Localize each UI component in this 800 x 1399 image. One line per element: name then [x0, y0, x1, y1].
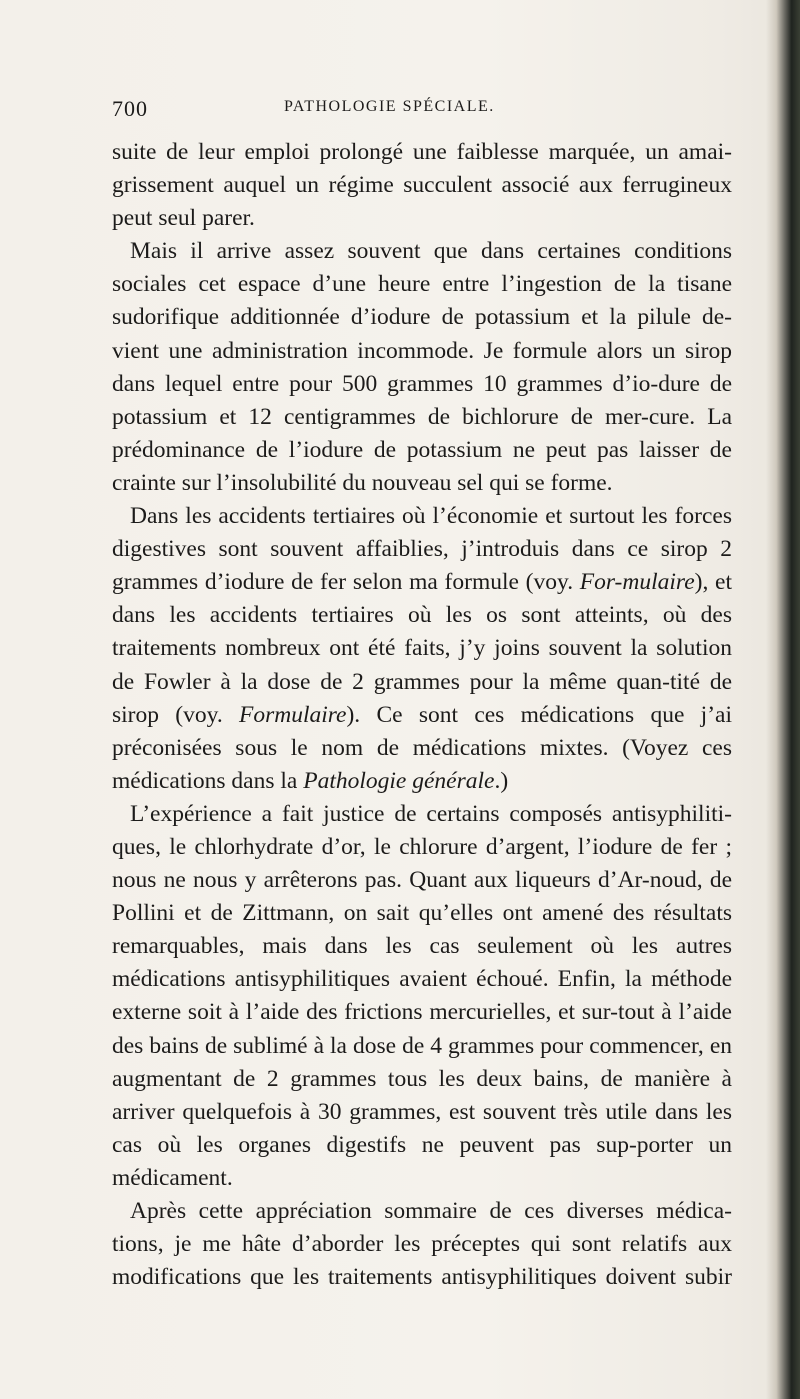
body-text [112, 136, 732, 1294]
paragraph-text: Après cette appréciation sommaire de ces diverses médica-tions, je me hâte d’aborder les préceptes qui sont relatifs aux modifications que les traitements antisyphilitiques doivent subir [112, 1198, 732, 1291]
paragraph-text: ). Ce sont ces médications que j’ai préconisées sous le nom de médications mixtes. (Voyez ces médications dans la [112, 701, 732, 794]
page-edge-shadow [766, 0, 800, 1399]
paragraph [112, 798, 732, 1195]
paragraph-text: Mais il arrive assez souvent que dans certaines conditions sociales cet espace d’une heure entre l’ingestion de la tisane sudorifique additionnée d’iodure de potassium et la pilule de-vient une administration incommode. Je formule alors un sirop dans lequel entre pour 500 grammes 10 grammes d’io-dure de potassium et 12 centigrammes de bichlorure de mer-cure. La prédominance de l’iodure de potassium ne peut pas laisser de crainte sur l’insolubilité du nouveau sel qui se forme. [112, 238, 732, 496]
italic-reference: Formulaire [239, 701, 347, 728]
page-header [112, 96, 730, 130]
paragraph-text: L’expérience a fait justice de certains composés antisyphiliti-ques, le chlorhydrate d’or, le chlorure d’argent, l’iodure de fer ; nous ne nous y arrêterons pas. Quant aux liqueurs d’Ar-noud, de Pollini et de Zittmann, on sait qu’elles ont amené des résultats remarquables, mais dans les cas seulement où les autres médications antisyphilitiques avaient échoué. Enfin, la méthode externe soit à l’aide des frictions mercurielles, et sur-tout à l’aide des bains de sublimé à la dose de 4 grammes pour commencer, en augmentant de 2 grammes tous les deux bains, de manière à arriver quelquefois à 30 grammes, est souvent très utile dans les cas où les organes digestifs ne peuvent pas sup-porter un médicament. [112, 800, 732, 1191]
paragraph-text: Dans les accidents tertiaires où l’économie et surtout les forces digestives sont souvent affaiblies, j’introduis dans ce sirop 2 grammes d’iodure de fer selon ma formule (voy. [112, 503, 732, 596]
paragraph-text: suite de leur emploi prolongé une faiblesse marquée, un amai-grissement auquel un régime succulent associé aux ferrugineux peut seul parer. [112, 139, 732, 232]
paragraph-text: .) [494, 767, 509, 794]
paragraph [112, 1195, 732, 1294]
paragraph [112, 235, 732, 500]
paragraph [112, 500, 732, 798]
page-number: 700 [112, 96, 148, 121]
running-title: PATHOLOGIE SPÉCIALE. [284, 98, 495, 115]
paragraph [112, 136, 732, 235]
italic-reference: Pathologie générale [303, 767, 495, 794]
paragraph-text: ), et dans les accidents tertiaires où les os sont atteints, où des traitements nombreux ont été faits, j’y joins souvent la solution de Fowler à la dose de 2 grammes pour la même quan-tité de sirop (voy. [112, 569, 732, 728]
italic-reference: For-mulaire [579, 569, 695, 596]
